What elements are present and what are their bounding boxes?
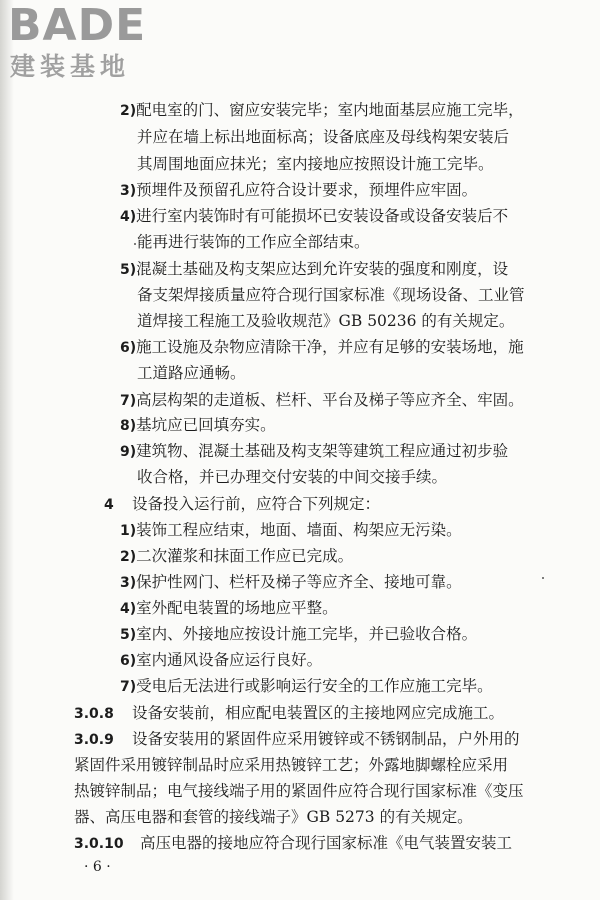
item-text-line: 混凝土基础及构支架应达到允许安装的强度和刚度，设 bbox=[136, 260, 509, 278]
list-item-5-cont: 道焊接工程施工及验收规范》GB 50236 的有关规定。 bbox=[137, 312, 515, 330]
item-text-line: 高层构架的走道板、栏杆、平台及梯子等应齐全、牢固。 bbox=[136, 391, 524, 409]
item-number: 3) bbox=[120, 575, 137, 591]
list-item-2-cont: 其周围地面应抹光；室内接地应按照设计施工完毕。 bbox=[137, 155, 494, 173]
list-item-4 bbox=[120, 206, 508, 227]
list-item-6-cont: 工道路应通畅。 bbox=[137, 364, 246, 382]
list-item-5-cont: 备支架焊接质量应符合现行国家标准《现场设备、工业管 bbox=[137, 286, 525, 304]
clause-text: 设备安装前，相应配电装置区的主接地网应完成施工。 bbox=[132, 704, 505, 722]
item-number: 6) bbox=[120, 653, 137, 669]
item-text-line: 进行室内装饰时有可能损坏已安装设备或设备安装后不 bbox=[136, 207, 509, 225]
list-item-b6 bbox=[120, 650, 322, 671]
clause-number: 3.0.8 bbox=[74, 706, 114, 722]
list-item-2-cont: 并应在墙上标出地面标高；设备底座及母线构架安装后 bbox=[137, 128, 510, 146]
item-number: 4) bbox=[120, 601, 137, 617]
list-item-b1 bbox=[120, 520, 462, 541]
item-number: 7) bbox=[120, 393, 137, 409]
list-item-7 bbox=[120, 390, 524, 411]
item-number: 6) bbox=[120, 340, 137, 356]
clause-text: 高压电器的接地应符合现行国家标准《电气装置安装工 bbox=[140, 834, 513, 852]
list-item-5 bbox=[120, 259, 508, 280]
clause-3-0-8 bbox=[74, 703, 504, 724]
item-number: 9) bbox=[120, 444, 137, 460]
list-item-2 bbox=[120, 100, 524, 121]
item-number: 1) bbox=[120, 523, 137, 539]
clause-3-0-9-cont: 热镀锌制品；电气接线端子用的紧固件应符合现行国家标准《变压 bbox=[74, 782, 524, 800]
clause-number: 3.0.10 bbox=[74, 836, 124, 852]
subclause-number: 4 bbox=[104, 497, 114, 513]
item-text-line: 预埋件及预留孔应符合设计要求，预埋件应牢固。 bbox=[136, 181, 478, 199]
item-number: 5) bbox=[120, 262, 137, 278]
item-text: 室内、外接地应按设计施工完毕，并已验收合格。 bbox=[136, 625, 478, 643]
clause-3-0-9-cont: 器、高压电器和套管的接线端子》GB 5273 的有关规定。 bbox=[74, 808, 473, 826]
scan-speck bbox=[542, 577, 544, 579]
item-text: 装饰工程应结束，地面、墙面、构架应无污染。 bbox=[136, 521, 462, 539]
subclause-text: 设备投入运行前，应符合下列规定： bbox=[132, 495, 381, 513]
item-number: 3) bbox=[120, 183, 137, 199]
item-text: 受电后无法进行或影响运行安全的工作应施工完毕。 bbox=[136, 677, 493, 695]
item-number: 4) bbox=[120, 209, 137, 225]
logo-brand: BADE bbox=[8, 0, 147, 51]
clause-number: 3.0.9 bbox=[74, 732, 114, 748]
clause-3-0-9-cont: 紧固件采用镀锌制品时应采用热镀锌工艺；外露地脚螺栓应采用 bbox=[74, 756, 509, 774]
list-item-9-cont: 收合格，并已办理交付安装的中间交接手续。 bbox=[137, 468, 448, 486]
item-number: 8) bbox=[120, 418, 137, 434]
clause-text: 设备安装用的紧固件应采用镀锌或不锈钢制品，户外用的 bbox=[132, 730, 520, 748]
list-item-b2 bbox=[120, 546, 353, 567]
item-text-line: 基坑应已回填夯实。 bbox=[136, 416, 276, 434]
item-number: 2) bbox=[120, 103, 137, 119]
list-item-b7 bbox=[120, 676, 493, 697]
list-item-b3 bbox=[120, 572, 462, 593]
item-text-line: 配电室的门、窗应安装完毕；室内地面基层应施工完毕， bbox=[136, 101, 524, 119]
list-item-b5 bbox=[120, 624, 477, 645]
scan-speck bbox=[134, 243, 136, 245]
list-item-4-cont: 能再进行装饰的工作应全部结束。 bbox=[137, 233, 370, 251]
item-text: 保护性网门、栏杆及梯子等应齐全、接地可靠。 bbox=[136, 573, 462, 591]
item-text: 室内通风设备应运行良好。 bbox=[136, 651, 323, 669]
item-text: 二次灌浆和抹面工作应已完成。 bbox=[136, 547, 354, 565]
list-item-3 bbox=[120, 180, 477, 201]
item-number: 7) bbox=[120, 679, 137, 695]
item-text-line: 建筑物、混凝土基础及构支架等建筑工程应通过初步验 bbox=[136, 442, 509, 460]
item-text-line: 施工设施及杂物应清除干净，并应有足够的安装场地，施 bbox=[136, 338, 524, 356]
list-item-6 bbox=[120, 337, 524, 358]
logo-subtitle: 建装基地 bbox=[10, 52, 131, 81]
item-text: 室外配电装置的场地应平整。 bbox=[136, 599, 338, 617]
item-number: 2) bbox=[120, 549, 137, 565]
clause-3-0-10 bbox=[74, 833, 512, 854]
list-item-b4 bbox=[120, 598, 338, 619]
item-number: 5) bbox=[120, 627, 137, 643]
list-item-8 bbox=[120, 415, 276, 436]
page-number: · 6 · bbox=[84, 859, 111, 875]
subclause-4 bbox=[104, 494, 380, 515]
list-item-9 bbox=[120, 441, 508, 462]
clause-3-0-9 bbox=[74, 729, 520, 750]
